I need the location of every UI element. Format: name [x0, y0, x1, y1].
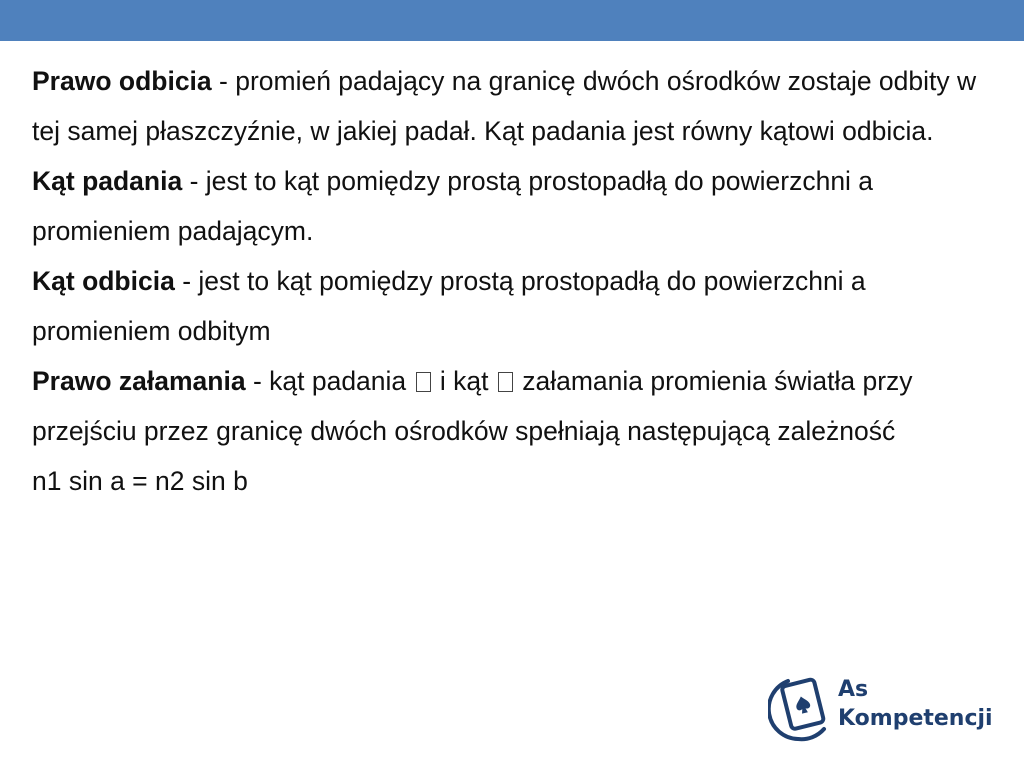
paragraph-refraction-law	[32, 356, 992, 456]
term-refraction-law: Prawo załamania	[32, 366, 246, 396]
missing-glyph-beta-icon	[498, 372, 513, 392]
definition-reflection-law: - promień padający na granicę dwóch ośrodków zostaje odbity w tej samej płaszczyźnie, w jakiej padał. Kąt padania jest równy kątowi odbicia.	[32, 66, 977, 146]
definition-angle-of-reflection: - jest to kąt pomiędzy prostą prostopadłą do powierzchni a promieniem odbitym	[32, 266, 866, 346]
logo-line-1: As	[838, 677, 869, 702]
logo-line-2: Kompetencji	[838, 706, 993, 731]
missing-glyph-alpha-icon	[416, 372, 431, 392]
term-angle-of-reflection: Kąt odbicia	[32, 266, 175, 296]
logo-wordmark	[838, 675, 993, 733]
definition-refraction-law-part-2: i kąt	[432, 366, 496, 396]
definition-refraction-law-part-3: załamania promienia światła przy przejściu przez granicę dwóch ośrodków spełniają następującą zależność	[32, 366, 913, 446]
term-reflection-law: Prawo odbicia	[32, 66, 212, 96]
top-bar	[0, 0, 1024, 41]
spade-card-icon	[768, 669, 834, 743]
paragraph-angle-of-reflection	[32, 256, 992, 356]
definition-angle-of-incidence: - jest to kąt pomiędzy prostą prostopadłą do powierzchni a promieniem padającym.	[32, 166, 874, 246]
logo	[768, 669, 998, 749]
slide-content	[32, 56, 992, 506]
term-angle-of-incidence: Kąt padania	[32, 166, 183, 196]
snell-formula: n1 sin a = n2 sin b	[32, 466, 248, 496]
paragraph-angle-of-incidence	[32, 156, 992, 256]
definition-refraction-law-part-1: - kąt padania	[245, 366, 414, 396]
paragraph-reflection-law	[32, 56, 992, 156]
